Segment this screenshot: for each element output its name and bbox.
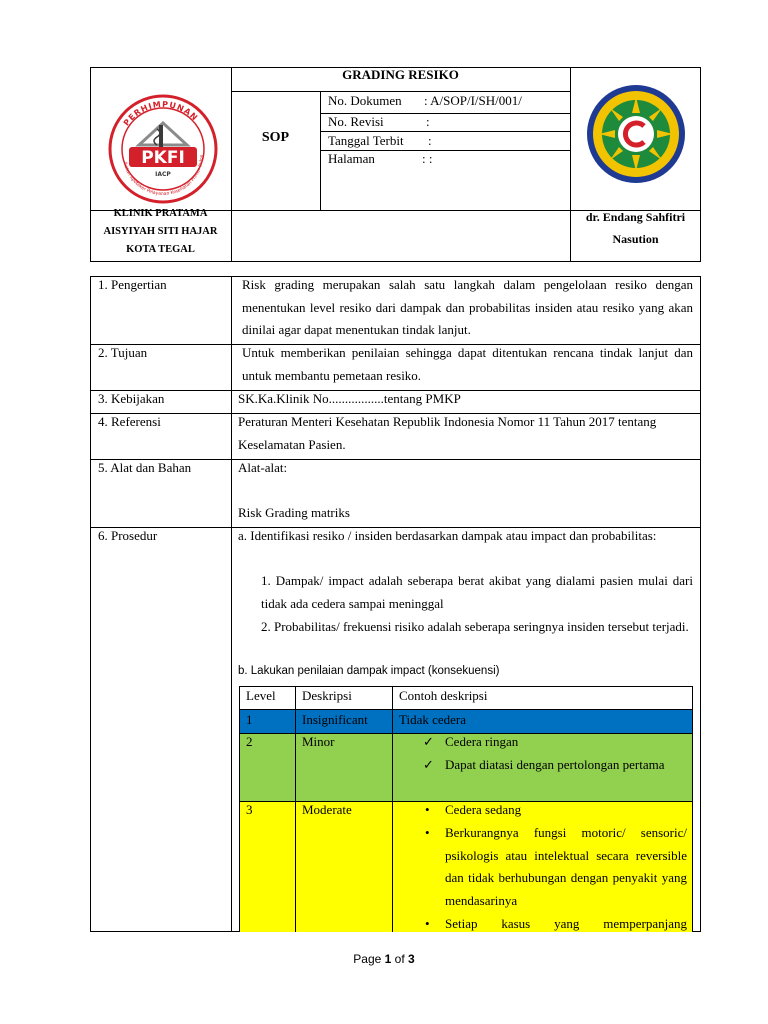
tujuan-label: 2. Tujuan xyxy=(98,345,148,360)
prosedur-step-a1: 1. Dampak/ impact adalah seberapa berat akibat yang dialami pasien mulai dari tidak ada cedera sampai meninggal xyxy=(261,573,693,611)
sop-label: SOP xyxy=(261,130,290,145)
doc-no-label: No. Dokumen xyxy=(328,93,402,108)
issue-date-label: Tanggal Terbit xyxy=(328,133,404,148)
impact-row-3-desc: Moderate xyxy=(302,802,352,817)
footer-page-num: 1 xyxy=(384,952,392,966)
svg-text:Ikatan Apoteker Pelayanan Kese: Ikatan Apoteker Pelayanan Kesehatan Primer Indon xyxy=(121,154,206,198)
prosedur-step-a2: 2. Probabilitas/ frekuensi risiko adalah seberapa seringnya insiden tersebut terjadi. xyxy=(261,619,689,634)
footer-page-word: Page xyxy=(353,952,382,966)
bullet-icon: • xyxy=(425,825,430,840)
impact-row-3-example-3: Setiap kasus yang memperpanjang xyxy=(445,916,687,931)
impact-row-1-example: Tidak cedera xyxy=(399,712,467,727)
check-icon: ✓ xyxy=(423,734,434,749)
impact-row-2-example-1: Cedera ringan xyxy=(445,734,519,749)
footer-page-total: 3 xyxy=(408,952,415,966)
impact-row-1-level: 1 xyxy=(246,712,253,727)
kebijakan-label: 3. Kebijakan xyxy=(98,391,165,406)
alat-label: 5. Alat dan Bahan xyxy=(98,460,192,475)
signatory-line-2: Nasution xyxy=(612,232,659,246)
impact-col-divider-2 xyxy=(392,686,393,932)
referensi-label: 4. Referensi xyxy=(98,414,161,429)
pkfi-logo xyxy=(107,93,219,205)
pkfi-logo-icon xyxy=(107,93,219,205)
clinic-name-3: KOTA TEGAL xyxy=(126,244,195,255)
issue-date-value: : xyxy=(428,133,432,148)
svg-text:IACP: IACP xyxy=(155,171,171,178)
page-label: Halaman xyxy=(328,151,375,166)
prosedur-label: 6. Prosedur xyxy=(98,528,158,543)
svg-text:PKFI: PKFI xyxy=(141,148,185,168)
impact-header-level: Level xyxy=(246,688,276,703)
clinic-name-1: KLINIK PRATAMA xyxy=(113,208,208,219)
prosedur-step-b: b. Lakukan penilaian dampak impact (konsekuensi) xyxy=(238,665,500,677)
pengertian-label: 1. Pengertian xyxy=(98,277,167,292)
aisyiyah-logo-icon xyxy=(585,83,687,185)
alat-line-1: Alat-alat: xyxy=(238,460,288,475)
prosedur-step-a: a. Identifikasi resiko / insiden berdasarkan dampak atau impact dan probabilitas: xyxy=(238,528,657,543)
bullet-icon: • xyxy=(425,916,430,931)
impact-row-3-level: 3 xyxy=(246,802,253,817)
impact-row-1-desc: Insignificant xyxy=(302,712,368,727)
aisyiyah-logo xyxy=(585,83,687,185)
alat-line-2: Risk Grading matriks xyxy=(238,505,350,520)
doc-title: GRADING RESIKO xyxy=(342,67,459,82)
header-divider-left xyxy=(231,67,232,262)
tujuan-text: Untuk memberikan penilaian sehingga dapat ditentukan rencana tindak lanjut dan untuk membantu pemetaan resiko. xyxy=(242,345,693,383)
footer-of-word: of xyxy=(394,952,405,966)
impact-col-divider-1 xyxy=(295,686,296,932)
doc-no-value: : A/SOP/I/SH/001/ xyxy=(424,93,522,108)
impact-row-2-desc: Minor xyxy=(302,734,335,749)
impact-row-2-example-2: Dapat diatasi dengan pertolongan pertama xyxy=(445,757,665,772)
impact-header-desc: Deskripsi xyxy=(302,688,352,703)
pengertian-text: Risk grading merupakan salah satu langkah dalam pengelolaan resiko dengan menentukan level resiko dari dampak dan probabilitas insiden atau resiko yang akan dinilai agar dapat menentukan tindak lanjut. xyxy=(242,277,693,337)
main-table-col-divider xyxy=(231,276,232,932)
referensi-text: Peraturan Menteri Kesehatan Republik Indonesia Nomor 11 Tahun 2017 tentang Keselamatan Pasien. xyxy=(238,414,657,452)
svg-text:PERHIMPUNAN: PERHIMPUNAN xyxy=(121,99,200,128)
impact-row-3-example-2: Berkurangnya fungsi motoric/ sensoric/ psikologis atau intelektual secara reversible dan tidak berhubungan dengan penyakit yang mendasarinya xyxy=(445,825,687,908)
signatory-line-1: dr. Endang Sahfitri xyxy=(585,210,686,224)
revision-label: No. Revisi xyxy=(328,114,384,129)
kebijakan-text: SK.Ka.Klinik No.................tentang PMKP xyxy=(238,391,461,406)
clinic-name-2: AISYIYAH SITI HAJAR xyxy=(103,226,218,237)
bullet-icon: • xyxy=(425,802,430,817)
check-icon: ✓ xyxy=(423,757,434,772)
impact-header-example: Contoh deskripsi xyxy=(399,688,488,703)
impact-row-2-level: 2 xyxy=(246,734,253,749)
page-footer xyxy=(0,952,768,966)
page-value: : : xyxy=(422,151,433,166)
revision-value: : xyxy=(426,114,430,129)
impact-row-3-example-1: Cedera sedang xyxy=(445,802,522,817)
